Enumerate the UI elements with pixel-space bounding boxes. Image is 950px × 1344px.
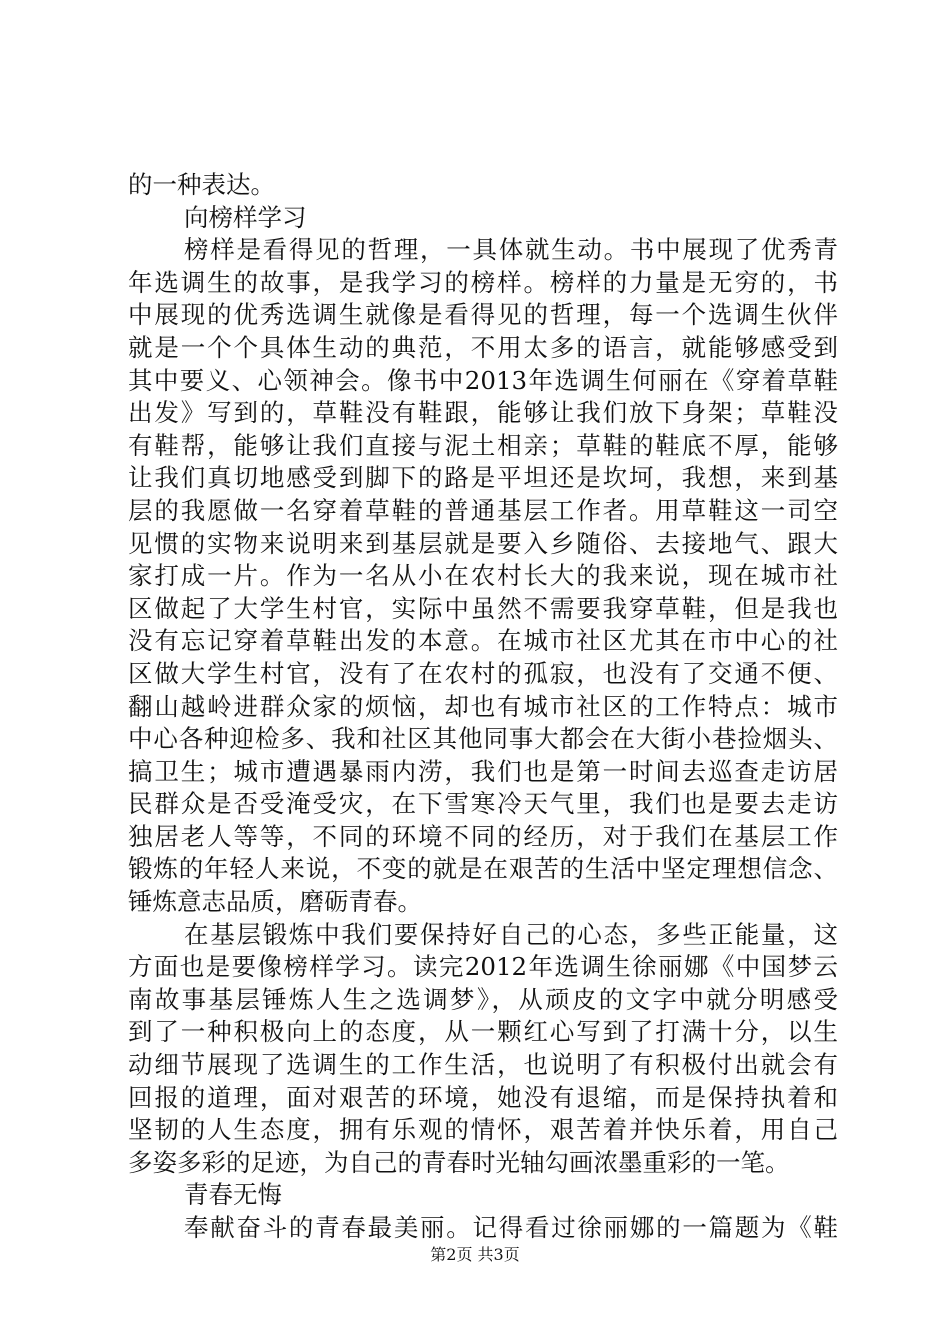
section-heading: 青春无悔 [184, 1180, 282, 1210]
text-line: 层的我愿做一名穿着草鞋的普通基层工作者。用草鞋这一司空 [128, 495, 838, 525]
text-line: 翻山越岭进群众家的烦恼，却也有城市社区的工作特点：城市 [128, 691, 838, 721]
text-line: 在基层锻炼中我们要保持好自己的心态，多些正能量，这 [184, 919, 838, 949]
text-line: 没有忘记穿着草鞋出发的本意。在城市社区尤其在市中心的社 [128, 626, 838, 656]
text-line: 就是一个个具体生动的典范，不用太多的语言，就能够感受到 [128, 332, 838, 362]
text-line: 动细节展现了选调生的工作生活，也说明了有积极付出就会有 [128, 1050, 838, 1080]
text-line: 中心各种迎检多、我和社区其他同事大都会在大街小巷捡烟头、 [128, 724, 838, 754]
text-line: 搞卫生；城市遭遇暴雨内涝，我们也是第一时间去巡查走访居 [128, 756, 838, 786]
document-body [128, 169, 838, 1245]
text-line: 区做起了大学生村官，实际中虽然不需要我穿草鞋，但是我也 [128, 593, 838, 623]
text-line: 独居老人等等，不同的环境不同的经历，对于我们在基层工作 [128, 821, 838, 851]
text-line: 见惯的实物来说明来到基层就是要入乡随俗、去接地气、跟大 [128, 528, 838, 558]
text-line: 榜样是看得见的哲理，一具体就生动。书中展现了优秀青 [184, 235, 838, 265]
text-line: 到了一种积极向上的态度，从一颗红心写到了打满十分，以生 [128, 1017, 838, 1047]
text-line: 民群众是否受淹受灾，在下雪寒冷天气里，我们也是要去走访 [128, 789, 838, 819]
page-number-footer: 第2页 共3页 [430, 1245, 520, 1264]
text-line: 出发》写到的，草鞋没有鞋跟，能够让我们放下身架；草鞋没 [128, 398, 838, 428]
text-line: 锤炼意志品质，磨砺青春。 [128, 887, 422, 917]
text-line: 中展现的优秀选调生就像是看得见的哲理，每一个选调生伙伴 [128, 300, 838, 330]
text-line: 奉献奋斗的青春最美丽。记得看过徐丽娜的一篇题为《鞋 [184, 1213, 838, 1242]
text-line: 多姿多彩的足迹，为自己的青春时光轴勾画浓墨重彩的一笔。 [128, 1147, 790, 1177]
text-line: 锻炼的年轻人来说，不变的就是在艰苦的生活中坚定理想信念、 [128, 854, 838, 884]
text-line: 南故事基层锤炼人生之选调梦》，从顽皮的文字中就分明感受 [128, 984, 838, 1014]
text-line: 其中要义、心领神会。像书中2013年选调生何丽在《穿着草鞋 [128, 365, 838, 395]
text-line: 方面也是要像榜样学习。读完2012年选调生徐丽娜《中国梦云 [128, 952, 838, 982]
text-line: 的一种表达。 [128, 170, 275, 199]
text-line: 回报的道理，面对艰苦的环境，她没有退缩，而是保持执着和 [128, 1082, 838, 1112]
section-heading: 向榜样学习 [184, 202, 307, 232]
text-line: 年选调生的故事，是我学习的榜样。榜样的力量是无穷的，书 [128, 267, 838, 297]
text-line: 区做大学生村官，没有了在农村的孤寂，也没有了交通不便、 [128, 658, 838, 688]
text-line: 坚韧的人生态度，拥有乐观的情怀，艰苦着并快乐着，用自己 [128, 1115, 838, 1145]
text-line: 让我们真切地感受到脚下的路是平坦还是坎坷，我想，来到基 [128, 463, 838, 493]
text-line: 家打成一片。作为一名从小在农村长大的我来说，现在城市社 [128, 561, 838, 591]
text-line: 有鞋帮，能够让我们直接与泥土相亲；草鞋的鞋底不厚，能够 [128, 430, 838, 460]
